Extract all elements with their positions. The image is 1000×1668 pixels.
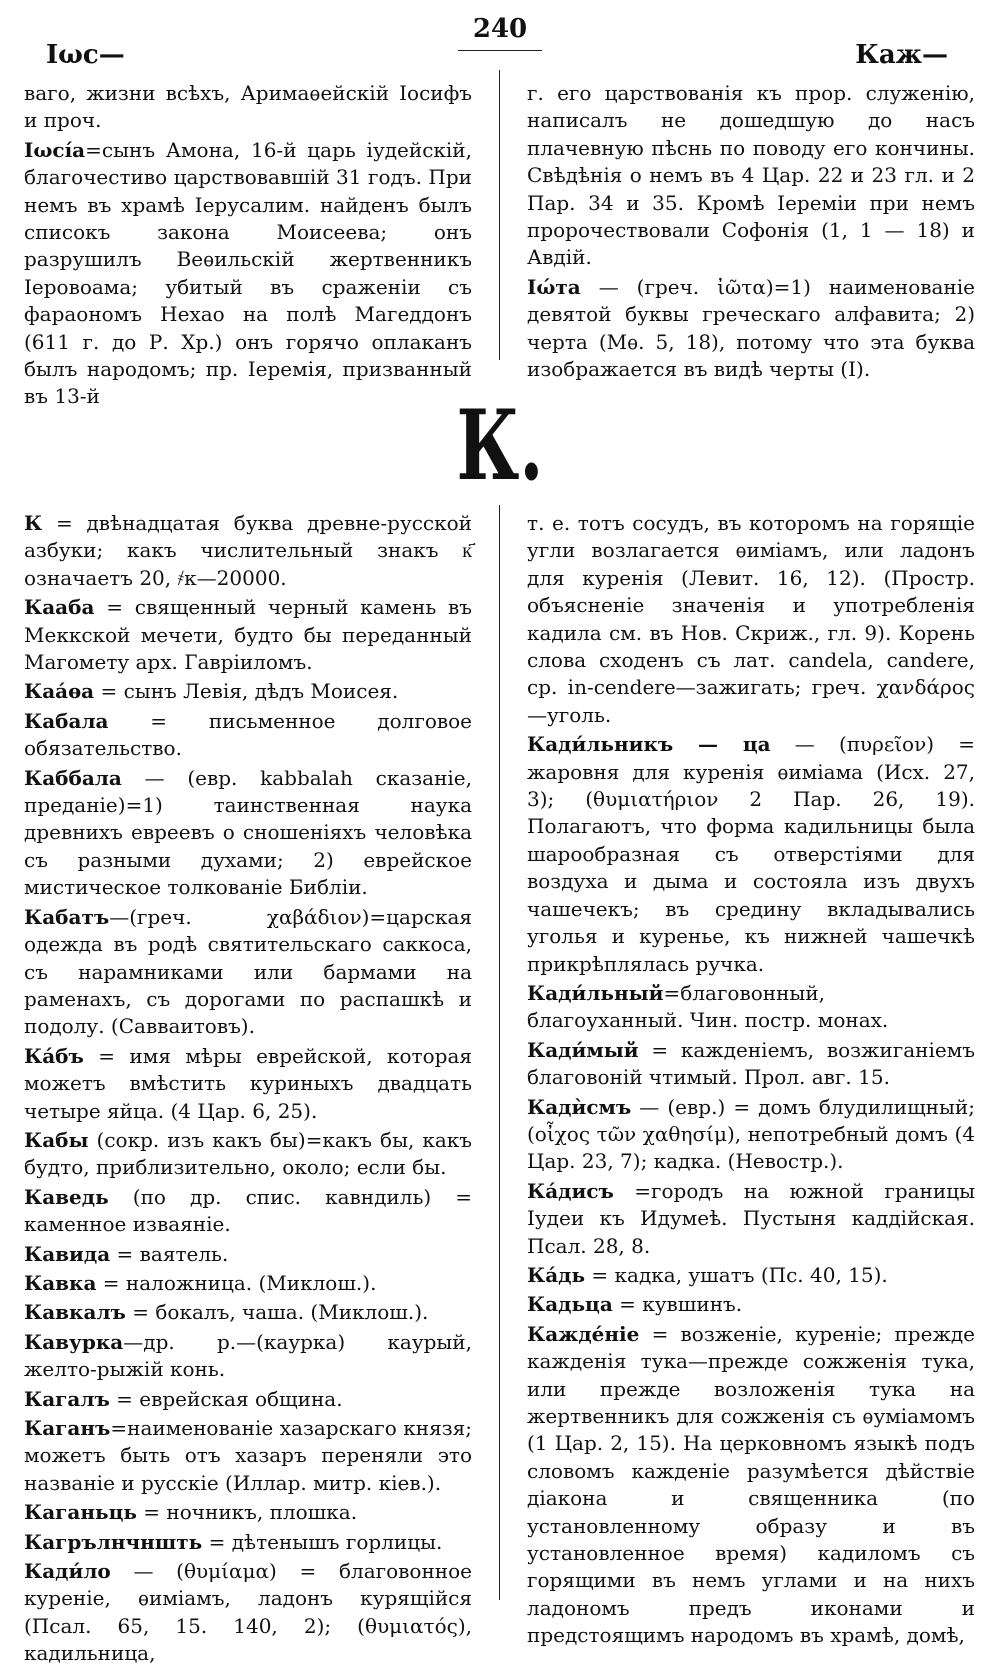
entry-headword: Кавкалъ xyxy=(24,1300,126,1325)
entry-headword: Ка́дисъ xyxy=(527,1178,614,1203)
dictionary-entry xyxy=(527,510,975,729)
entry-definition: = кадка, ушатъ (Пс. 40, 15). xyxy=(585,1262,888,1287)
entry-headword: Кабала xyxy=(24,708,109,733)
dictionary-entry xyxy=(527,1094,975,1176)
dictionary-entry xyxy=(527,1178,975,1260)
entry-headword: Кади́льный xyxy=(527,980,664,1005)
entry-headword: Каббала xyxy=(24,765,122,790)
dictionary-entry xyxy=(24,765,472,902)
entry-definition: = сынъ Левія, дѣдъ Моисея. xyxy=(94,679,399,704)
entry-definition: (по др. спис. кавндиль) = каменное изваяніе. xyxy=(24,1184,472,1237)
entry-definition: (сокр. изъ какъ бы)=какъ бы, какъ будто, приблизительно, около; если бы. xyxy=(24,1127,472,1180)
dictionary-entry xyxy=(527,274,975,384)
dictionary-entry xyxy=(24,1558,472,1668)
dictionary-entry xyxy=(24,510,472,592)
dictionary-entry xyxy=(527,1291,975,1318)
column-divider-top xyxy=(499,70,500,360)
dictionary-entry xyxy=(527,80,975,272)
entry-headword: Каведь xyxy=(24,1184,109,1209)
entry-headword: К xyxy=(24,511,43,535)
entry-definition: = дѣтенышъ горлицы. xyxy=(202,1529,443,1554)
dictionary-entry xyxy=(24,1415,472,1497)
entry-headword: Кавка xyxy=(24,1270,97,1295)
guide-word-left: Іωс— xyxy=(46,40,125,70)
entry-definition: = священный черный камень въ Меккской мечети, будто бы переданный Магомету арх. Гавріиломъ. xyxy=(24,595,472,675)
entry-headword: Каганъ xyxy=(24,1416,111,1440)
entry-definition: = возженіе, куреніе; прежде кажденія тука—прежде сожженія тука, или прежде возложенія тука на жертвенникъ для сожженія съ ѳуміамомъ (1 Цар. 2, 15). На церковномъ языкѣ подъ словомъ кажденіе разумѣется дѣйствіе діакона и священника (по установленному образу и въ установленное время) кадиломъ съ горящими въ немъ углами и на нихъ ладономъ предъ иконами и предстоящимъ народомъ въ храмѣ, домѣ, xyxy=(527,1321,975,1648)
entry-headword: Кади́мый xyxy=(527,1037,639,1062)
dictionary-entry xyxy=(527,1037,975,1092)
column-bottom-left xyxy=(24,510,472,1666)
dictionary-entry xyxy=(24,1184,472,1239)
dictionary-entry xyxy=(24,904,472,1041)
entry-headword: Кади́ло xyxy=(24,1559,111,1584)
entry-definition: — (греч. ἰῶτα)=1) наименованіе девятой буквы греческаго алфавита; 2) черта (Мѳ. 5, 18), потому что эта буква изображается въ видѣ черты (I). xyxy=(527,274,975,382)
entry-headword: Кагалъ xyxy=(24,1386,110,1411)
dictionary-entry xyxy=(24,137,472,411)
entry-headword: Ка́бъ xyxy=(24,1043,84,1068)
dictionary-entry xyxy=(24,594,472,676)
entry-headword: Кагрълнчншть xyxy=(24,1529,203,1554)
entry-definition: = ваятель. xyxy=(110,1241,229,1266)
entry-headword: Іωсі́а xyxy=(24,137,86,162)
dictionary-entry xyxy=(24,1329,472,1384)
entry-definition: = кувшинъ. xyxy=(612,1292,743,1317)
entry-headword: Кадьца xyxy=(527,1292,613,1317)
entry-definition: = имя мѣры еврейской, которая можетъ вмѣстить куриныхъ двадцать четыре яйца. (4 Цар. 6, 25). xyxy=(24,1043,472,1123)
column-top-left xyxy=(24,80,472,409)
entry-headword: Кади́льникъ — ца xyxy=(527,732,771,757)
entry-definition: =сынъ Амона, 16-й царь іудейскій, благочестиво царствовавшій 31 годъ. При немъ въ храмѣ Іерусалим. найденъ былъ списокъ закона Моисеева; онъ разрушилъ Веѳильскій жертвенникъ Іеровоама; убитый въ сраженіи съ фараономъ Нехао на полѣ Магеддонъ (611 г. до Р. Хр.) онъ горячо оплаканъ былъ народомъ; пр. Іеремія, призванный въ 13-й xyxy=(24,137,472,409)
entry-definition: =городъ на южной границы Іудеи къ Идумеѣ. Пустыня каддійская. Псал. 28, 8. xyxy=(527,1178,975,1258)
entry-headword: Кажде́ніе xyxy=(527,1321,640,1346)
dictionary-entry xyxy=(24,1127,472,1182)
dictionary-entry xyxy=(24,1386,472,1413)
entry-headword: Каа́ѳа xyxy=(24,679,95,704)
section-letter: К. xyxy=(456,389,544,502)
dictionary-entry xyxy=(24,1270,472,1297)
entry-definition: — (πυρεῖον) = жаровня для куренія ѳиміама (Исх. 27, 3); (θυμιατήριον 2 Пар. 26, 19). Полагаютъ, что форма кадильницы была шарообразная съ отверстіями для воздуха и дыма и состояла изъ двухъ чашечекъ; въ средину вкладывались уголья и куренье, къ нижней чашечкѣ прикрѣплялась ручка. xyxy=(527,732,975,976)
entry-headword: Кааба xyxy=(24,595,95,620)
entry-definition: = еврейская община. xyxy=(109,1386,343,1411)
entry-definition: = письменное долговое обязательство. xyxy=(24,708,472,761)
dictionary-entry xyxy=(24,1529,472,1556)
header-rule xyxy=(458,50,542,51)
entry-headword: Кавида xyxy=(24,1241,111,1266)
dictionary-entry xyxy=(527,1321,975,1650)
dictionary-entry xyxy=(24,80,472,135)
entry-headword: Кавурка xyxy=(24,1329,124,1354)
dictionary-entry xyxy=(527,980,975,1035)
dictionary-entry xyxy=(24,1499,472,1526)
entry-definition: = двѣнадцатая буква древне-русской азбуки; какъ числительный знакъ к҃ означаетъ 20, ҂к—20000. xyxy=(24,511,472,590)
column-top-right xyxy=(527,80,975,380)
entry-definition: = наложница. (Миклош.). xyxy=(96,1270,377,1295)
dictionary-entry xyxy=(24,678,472,705)
dictionary-entry xyxy=(24,1241,472,1268)
dictionary-entry xyxy=(24,1043,472,1125)
entry-definition: = ночникъ, плошка. xyxy=(136,1500,358,1525)
entry-definition: т. е. тотъ сосудъ, въ которомъ на горящіе угли возлагается ѳиміамъ, или ладонъ для куренія (Левит. 16, 12). (Простр. объясненіе значенія и употребленія кадила см. въ Нов. Скриж., гл. 9). Корень слова сходенъ съ лат. candela, candere, ср. in-cendere—зажигать; греч. χανδάρος—уголь. xyxy=(527,511,975,727)
dictionary-entry xyxy=(527,731,975,978)
entry-definition: = бокалъ, чаша. (Миклош.). xyxy=(125,1300,429,1325)
entry-definition: = кажденіемъ, возжиганіемъ благовоній чтимый. Прол. авг. 15. xyxy=(527,1037,975,1090)
entry-definition: —др. р.—(каурка) каурый, желто-рыжій конь. xyxy=(24,1329,472,1382)
entry-headword: Ка́дь xyxy=(527,1262,586,1287)
entry-definition: — (θυμίαμα) = благовонное куреніе, ѳиміамъ, ладонъ курящійся (Псал. 65, 15. 140, 2); (θυμιατός), кадильница, xyxy=(24,1559,472,1666)
entry-definition: — (евр.) = домъ блудилищный; (οἶχος τῶν χαθησίμ), непотребный домъ (4 Цар. 23, 7); кадка. (Невостр.). xyxy=(527,1094,975,1174)
dictionary-entry xyxy=(527,1262,975,1289)
dictionary-entry xyxy=(24,708,472,763)
entry-definition: г. его царствованія къ прор. служенію, написалъ не дошедшую до насъ плачевную пѣснь по поводу его кончины. Свѣдѣнія о немъ въ 4 Цар. 22 и 23 гл. и 2 Пар. 34 и 35. Кромѣ Іереміи при немъ пророчествовали Софонія (1, 1 — 18) и Авдій. xyxy=(527,81,975,270)
entry-definition: =наименованіе хазарскаго князя; можетъ быть отъ хазаръ переняли это названіе и русскіе (Иллар. митр. кіев.). xyxy=(24,1416,472,1495)
column-bottom-right xyxy=(527,510,975,1648)
entry-headword: Кадѝсмъ xyxy=(527,1094,632,1119)
dictionary-entry xyxy=(24,1299,472,1326)
entry-definition: =благовонный, благоуханный. Чин. постр. монах. xyxy=(527,980,889,1033)
entry-headword: Кабы xyxy=(24,1127,89,1152)
entry-definition: —(греч. χαβάδιον)=царская одежда въ родѣ святительскаго саккоса, съ нарамниками или бармами на раменахъ, съ дорогами по распашкѣ и подолу. (Савваитовъ). xyxy=(24,904,472,1039)
page-number: 240 xyxy=(472,14,528,44)
entry-definition: — (евр. kabbalah сказаніе, преданіе)=1) таинственная наука древнихъ евреевъ о сношеніяхъ человѣка съ разными духами; 2) еврейское мистическое толкованіе Библіи. xyxy=(24,765,472,900)
entry-headword: Іώта xyxy=(527,274,581,299)
guide-word-right: Каж— xyxy=(855,40,948,70)
entry-headword: Каганьць xyxy=(24,1500,137,1525)
entry-definition: ваго, жизни всѣхъ, Аримаѳейскій Іосифъ и проч. xyxy=(24,81,472,133)
column-divider-bottom xyxy=(499,505,500,1600)
entry-headword: Кабатъ xyxy=(24,904,110,929)
